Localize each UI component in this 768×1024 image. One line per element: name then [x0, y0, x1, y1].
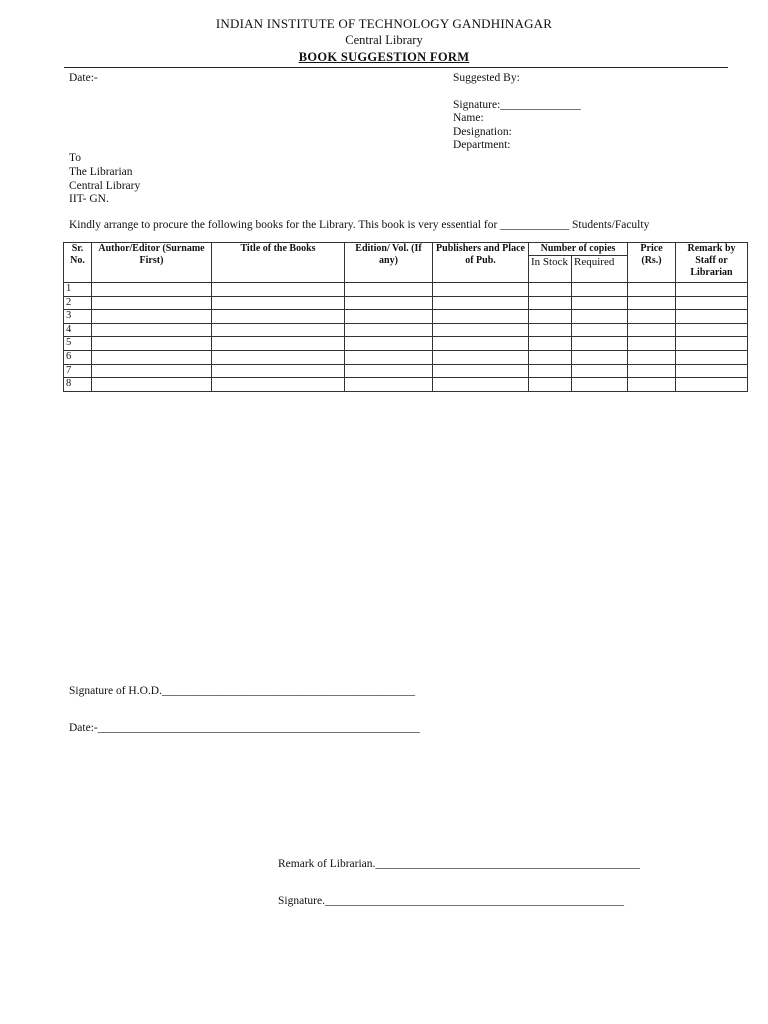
form-title: BOOK SUGGESTION FORM: [298, 50, 470, 64]
header-remark: Remark by Staff or Librarian: [676, 243, 748, 283]
price-cell[interactable]: [628, 283, 676, 297]
in-stock-cell[interactable]: [529, 350, 572, 364]
in-stock-cell[interactable]: [529, 364, 572, 378]
name-field: Name:: [453, 112, 484, 124]
required-cell[interactable]: [572, 337, 628, 351]
edition-cell[interactable]: [345, 350, 433, 364]
header-divider: [64, 67, 728, 68]
edition-cell[interactable]: [345, 310, 433, 324]
title-cell[interactable]: [212, 323, 345, 337]
row-number: 8: [64, 378, 92, 392]
table-row: [64, 378, 748, 392]
to-line: Central Library: [69, 180, 141, 192]
author-cell[interactable]: [92, 364, 212, 378]
library-name: Central Library: [345, 33, 423, 47]
header-author: Author/Editor (Surname First): [92, 243, 212, 283]
in-stock-cell[interactable]: [529, 323, 572, 337]
title-cell[interactable]: [212, 283, 345, 297]
author-cell[interactable]: [92, 337, 212, 351]
title-cell[interactable]: [212, 337, 345, 351]
edition-cell[interactable]: [345, 378, 433, 392]
table-row: [64, 283, 748, 297]
in-stock-cell[interactable]: [529, 283, 572, 297]
required-cell[interactable]: [572, 378, 628, 392]
remark-cell[interactable]: [676, 350, 748, 364]
price-cell[interactable]: [628, 323, 676, 337]
publisher-cell[interactable]: [433, 310, 529, 324]
publisher-cell[interactable]: [433, 296, 529, 310]
edition-cell[interactable]: [345, 296, 433, 310]
to-line: To: [69, 152, 81, 164]
publisher-cell[interactable]: [433, 364, 529, 378]
edition-cell[interactable]: [345, 364, 433, 378]
header-required: Required: [572, 256, 628, 283]
remark-cell[interactable]: [676, 310, 748, 324]
publisher-cell[interactable]: [433, 378, 529, 392]
book-suggestion-table: [63, 242, 748, 392]
price-cell[interactable]: [628, 350, 676, 364]
row-number: 5: [64, 337, 92, 351]
header-in-stock: In Stock: [529, 256, 572, 283]
price-cell[interactable]: [628, 337, 676, 351]
to-line: The Librarian: [69, 166, 133, 178]
to-line: IIT- GN.: [69, 193, 109, 205]
required-cell[interactable]: [572, 310, 628, 324]
institute-name: INDIAN INSTITUTE OF TECHNOLOGY GANDHINAGAR: [215, 16, 553, 31]
in-stock-cell[interactable]: [529, 296, 572, 310]
title-cell[interactable]: [212, 378, 345, 392]
remark-cell[interactable]: [676, 283, 748, 297]
request-text: Kindly arrange to procure the following books for the Library. This book is very essential for ____________ Students/Faculty: [69, 219, 650, 231]
required-cell[interactable]: [572, 350, 628, 364]
title-cell[interactable]: [212, 296, 345, 310]
suggested-by-label: Suggested By:: [453, 72, 520, 84]
in-stock-cell[interactable]: [529, 378, 572, 392]
table-row: [64, 350, 748, 364]
price-cell[interactable]: [628, 364, 676, 378]
hod-signature-line: Signature of H.O.D.____________________________________________: [69, 685, 415, 697]
price-cell[interactable]: [628, 310, 676, 324]
edition-cell[interactable]: [345, 337, 433, 351]
publisher-cell[interactable]: [433, 337, 529, 351]
author-cell[interactable]: [92, 296, 212, 310]
table-row: [64, 310, 748, 324]
row-number: 1: [64, 283, 92, 297]
price-cell[interactable]: [628, 296, 676, 310]
publisher-cell[interactable]: [433, 350, 529, 364]
author-cell[interactable]: [92, 310, 212, 324]
hod-date-line: Date:-________________________________________________________: [69, 722, 420, 734]
row-number: 6: [64, 350, 92, 364]
in-stock-cell[interactable]: [529, 337, 572, 351]
in-stock-cell[interactable]: [529, 310, 572, 324]
header-edition: Edition/ Vol. (If any): [345, 243, 433, 283]
designation-field: Designation:: [453, 126, 512, 138]
required-cell[interactable]: [572, 296, 628, 310]
edition-cell[interactable]: [345, 283, 433, 297]
title-cell[interactable]: [212, 350, 345, 364]
signature-field: Signature:______________: [453, 99, 581, 111]
edition-cell[interactable]: [345, 323, 433, 337]
price-cell[interactable]: [628, 378, 676, 392]
remark-cell[interactable]: [676, 378, 748, 392]
remark-cell[interactable]: [676, 364, 748, 378]
remark-cell[interactable]: [676, 296, 748, 310]
librarian-remark-line: Remark of Librarian.______________________________________________: [278, 858, 640, 870]
header-price: Price (Rs.): [628, 243, 676, 283]
publisher-cell[interactable]: [433, 283, 529, 297]
table-row: [64, 296, 748, 310]
row-number: 7: [64, 364, 92, 378]
remark-cell[interactable]: [676, 323, 748, 337]
header-sr-no: Sr. No.: [64, 243, 92, 283]
header-title: Title of the Books: [212, 243, 345, 283]
row-number: 2: [64, 296, 92, 310]
remark-cell[interactable]: [676, 337, 748, 351]
author-cell[interactable]: [92, 323, 212, 337]
required-cell[interactable]: [572, 364, 628, 378]
publisher-cell[interactable]: [433, 323, 529, 337]
date-label: Date:-: [69, 72, 98, 84]
author-cell[interactable]: [92, 283, 212, 297]
librarian-signature-line: Signature.____________________________________________________: [278, 895, 624, 907]
header-number-of-copies: Number of copies: [529, 243, 628, 256]
table-row: [64, 323, 748, 337]
required-cell[interactable]: [572, 323, 628, 337]
required-cell[interactable]: [572, 283, 628, 297]
table-row: [64, 364, 748, 378]
title-cell[interactable]: [212, 310, 345, 324]
author-cell[interactable]: [92, 350, 212, 364]
title-cell[interactable]: [212, 364, 345, 378]
author-cell[interactable]: [92, 378, 212, 392]
row-number: 4: [64, 323, 92, 337]
department-field: Department:: [453, 139, 511, 151]
table-row: [64, 337, 748, 351]
header-publisher: Publishers and Place of Pub.: [433, 243, 529, 283]
row-number: 3: [64, 310, 92, 324]
